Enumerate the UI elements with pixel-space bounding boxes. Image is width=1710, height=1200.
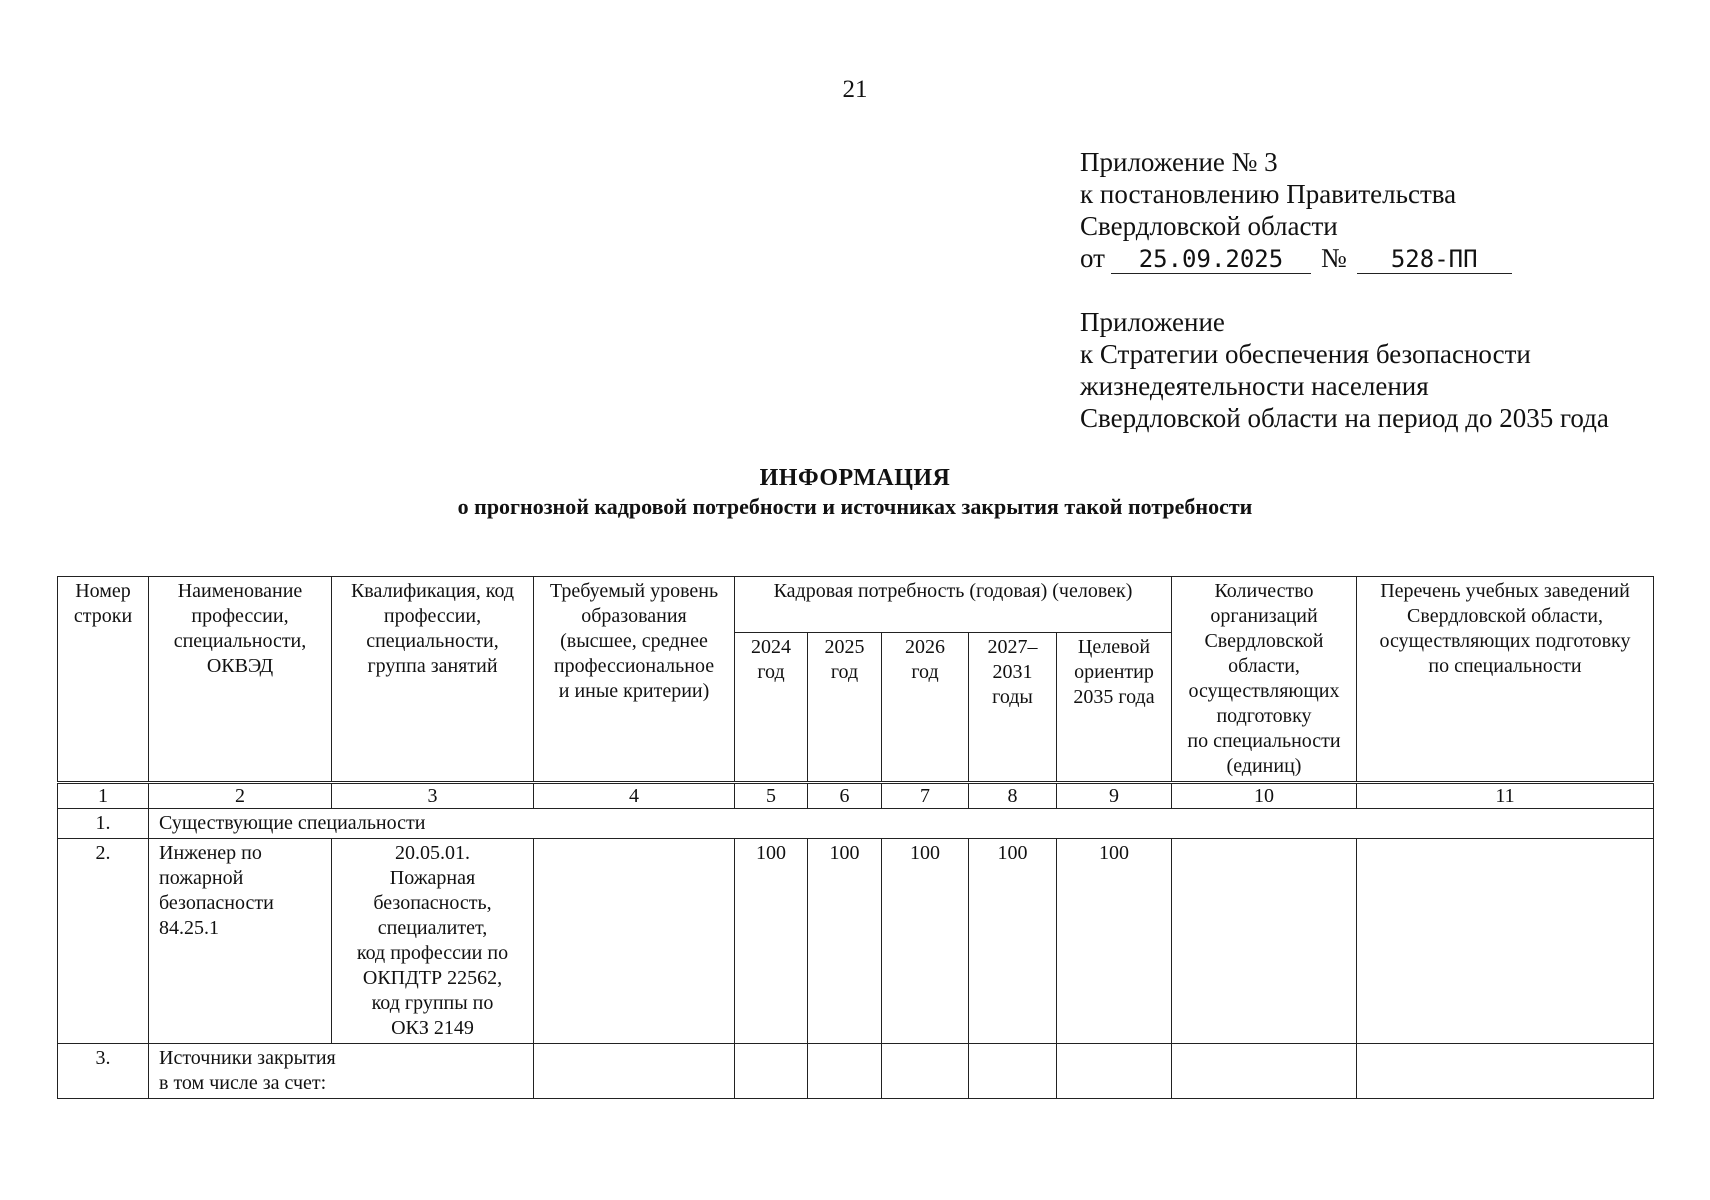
column-number: 7 xyxy=(882,783,969,809)
document-title: ИНФОРМАЦИЯ xyxy=(759,465,951,491)
row-number: 1. xyxy=(58,809,149,839)
column-number: 10 xyxy=(1172,783,1357,809)
demand-2026-cell: 100 xyxy=(882,839,969,1044)
demand-2025-cell: 100 xyxy=(808,839,882,1044)
empty-cell xyxy=(534,1044,735,1099)
qualification-cell: 20.05.01. Пожарная безопасность, специалитет, код профессии по ОКПДТР 22562, код группы по ОКЗ 2149 xyxy=(332,839,534,1044)
number-label: № xyxy=(1320,243,1347,273)
empty-cell xyxy=(808,1044,882,1099)
header-2025: 2025 год xyxy=(808,632,882,782)
empty-cell xyxy=(1172,1044,1357,1099)
demand-2027-2031-cell: 100 xyxy=(969,839,1057,1044)
from-label: от xyxy=(1080,243,1105,273)
orgs-cell xyxy=(1172,839,1357,1044)
appendix-strategy-line2: к Стратегии обеспечения безопасности xyxy=(1080,339,1531,369)
table-row xyxy=(58,809,1654,839)
column-number-row xyxy=(58,783,1654,809)
table-row xyxy=(58,1044,1654,1099)
appendix-3-line1: Приложение № 3 xyxy=(1080,147,1278,177)
appendix-strategy-line4: Свердловской области на период до 2035 года xyxy=(1080,403,1609,433)
header-education: Требуемый уровень образования (высшее, среднее профессиональное и иные критерии) xyxy=(534,577,735,783)
staffing-demand-table xyxy=(57,576,1654,1099)
header-2027-2031: 2027– 2031 годы xyxy=(969,632,1057,782)
appendix-strategy-line3: жизнедеятельности населения xyxy=(1080,371,1429,401)
target-2035-cell: 100 xyxy=(1057,839,1172,1044)
profession-cell: Инженер по пожарной безопасности 84.25.1 xyxy=(149,839,332,1044)
header-demand-group: Кадровая потребность (годовая) (человек) xyxy=(735,577,1172,633)
column-number: 1 xyxy=(58,783,149,809)
document-subtitle: о прогнозной кадровой потребности и источниках закрытия такой потребности xyxy=(457,494,1253,519)
column-number: 8 xyxy=(969,783,1057,809)
header-2024: 2024 год xyxy=(735,632,808,782)
appendix-strategy-block xyxy=(1080,306,1609,434)
header-profession: Наименование профессии, специальности, ОКВЭД xyxy=(149,577,332,783)
column-number: 5 xyxy=(735,783,808,809)
appendix-3-line2: к постановлению Правительства xyxy=(1080,179,1457,209)
header-row-1 xyxy=(58,577,1654,633)
header-target-2035: Целевой ориентир 2035 года xyxy=(1057,632,1172,782)
appendix-3-signature-line xyxy=(1080,242,1512,274)
row-number: 3. xyxy=(58,1044,149,1099)
empty-cell xyxy=(1057,1044,1172,1099)
empty-cell xyxy=(882,1044,969,1099)
column-number: 2 xyxy=(149,783,332,809)
empty-cell xyxy=(969,1044,1057,1099)
resolution-date: 25.09.2025 xyxy=(1111,245,1311,274)
empty-cell xyxy=(735,1044,808,1099)
column-number: 3 xyxy=(332,783,534,809)
column-number: 6 xyxy=(808,783,882,809)
appendix-strategy-line1: Приложение xyxy=(1080,307,1225,337)
education-cell xyxy=(534,839,735,1044)
page-number: 21 xyxy=(842,76,868,103)
section-title: Существующие специальности xyxy=(149,809,1654,839)
appendix-3-block xyxy=(1080,146,1512,274)
resolution-number: 528-ПП xyxy=(1357,245,1512,274)
column-number: 9 xyxy=(1057,783,1172,809)
header-qualification: Квалификация, код профессии, специальности, группа занятий xyxy=(332,577,534,783)
column-number: 4 xyxy=(534,783,735,809)
header-row-no: Номер строки xyxy=(58,577,149,783)
column-number: 11 xyxy=(1357,783,1654,809)
header-schools: Перечень учебных заведений Свердловской области, осуществляющих подготовку по специальности xyxy=(1357,577,1654,783)
sources-cell: Источники закрытия в том числе за счет: xyxy=(149,1044,534,1099)
header-2026: 2026 год xyxy=(882,632,969,782)
table-row xyxy=(58,839,1654,1044)
header-orgs: Количество организаций Свердловской области, осуществляющих подготовку по специальности (единиц) xyxy=(1172,577,1357,783)
schools-cell xyxy=(1357,839,1654,1044)
appendix-3-line3: Свердловской области xyxy=(1080,211,1338,241)
demand-2024-cell: 100 xyxy=(735,839,808,1044)
row-number: 2. xyxy=(58,839,149,1044)
empty-cell xyxy=(1357,1044,1654,1099)
